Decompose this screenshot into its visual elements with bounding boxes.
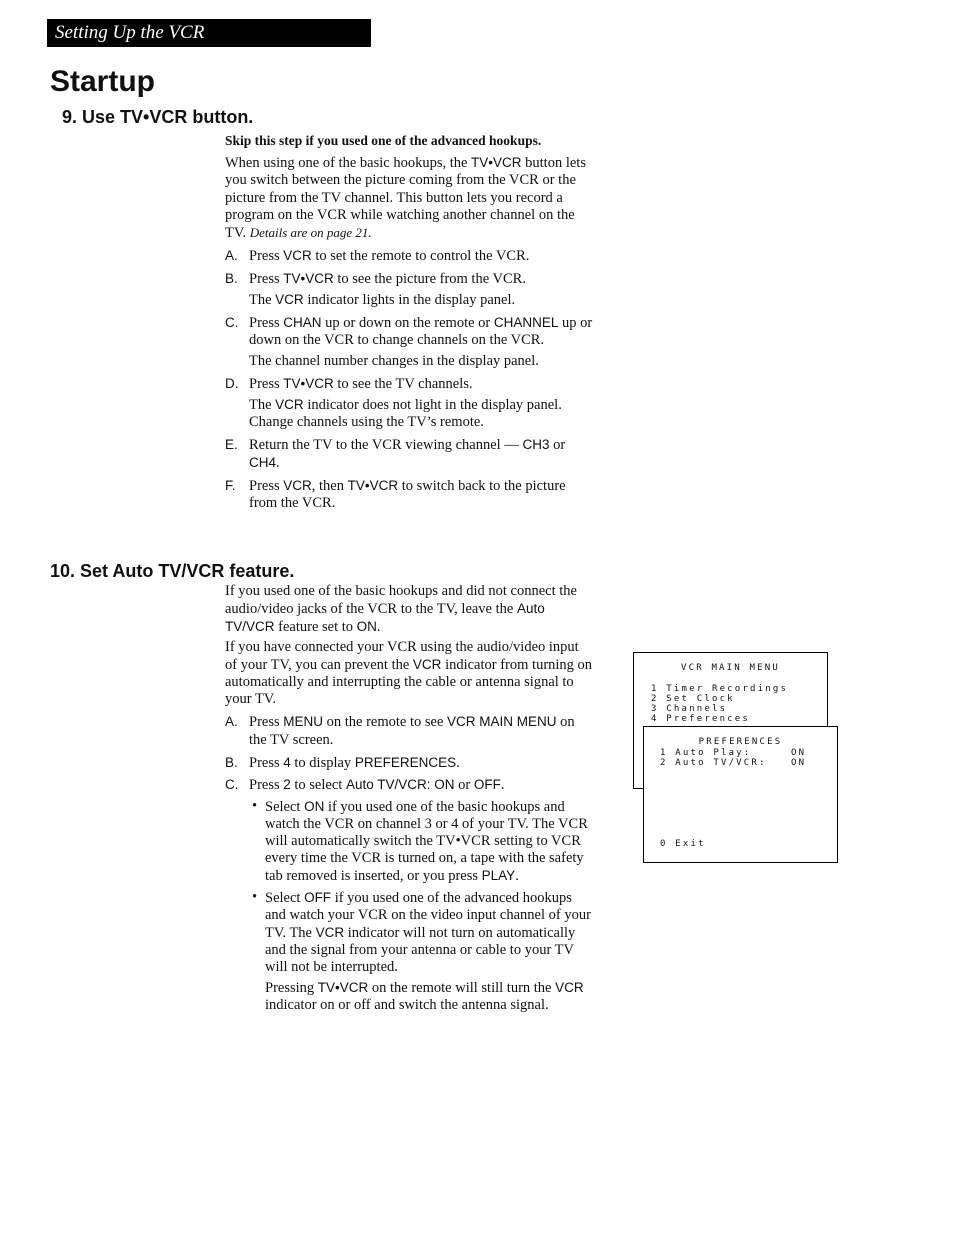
page-title: Startup: [50, 65, 155, 98]
step-9f: F. Press VCR, then TV•VCR to switch back to the picture from the VCR.: [225, 477, 566, 512]
step-10-body: [225, 583, 593, 1019]
option-off-note: Pressing TV•VCR on the remote will still turn the VCR indicator on or off and switch the antenna signal.: [265, 979, 584, 1013]
step-9c: C. Press CHAN up or down on the remote or CHANNEL up or down on the VCR to change channels on the VCR. The channel number changes in the display panel.: [225, 315, 593, 369]
preferences-title: PREFERENCES: [698, 737, 783, 747]
step-9-intro: When using one of the basic hookups, the TV•VCR button lets you switch between the picture coming from the VCR or the picture from the TV channel. This button lets you record a program on the VCR while watching another channel on the TV. Details are on page 21.: [225, 155, 586, 242]
vcr-main-menu-title: VCR MAIN MENU: [680, 663, 781, 673]
step-10b: B. Press 4 to display PREFERENCES.: [225, 754, 460, 771]
page-reference: Details are on page 21.: [249, 225, 372, 241]
step-10-list: [225, 713, 593, 1014]
section-header-bar: [47, 19, 371, 47]
step-10-heading: 10. Set Auto TV/VCR feature.: [50, 561, 295, 581]
step-9d: D. Press TV•VCR to see the TV channels. The VCR indicator does not light in the display panel. Change channels using the TV’s remote.: [225, 375, 593, 432]
step-9c-result: The channel number changes in the display panel.: [249, 352, 539, 369]
option-off: • Select OFF if you used one of the advanced hookups and watch your VCR on the video input channel of your TV. The VCR indicator will not turn on automatically and the signal from your antenna or cable to your TV will not be interrupted. Pressing TV•VCR on the remote will still turn the VCR indicator on or off and switch the antenna signal.: [249, 889, 593, 1014]
main-menu-item-preferences: 4 Preferences: [651, 714, 751, 724]
step-9e: E. Return the TV to the VCR viewing channel — CH3 or CH4.: [225, 436, 566, 471]
step-9a: A. Press VCR to set the remote to control the VCR.: [225, 248, 530, 265]
step-9-list: [225, 247, 593, 512]
step-10-para-2: If you have connected your VCR using the audio/video input of your TV, you can prevent the VCR indicator from turning on automatically and interrupting the cable or antenna signal to your TV.: [225, 638, 593, 708]
section-header-text: Setting Up the VCR: [55, 22, 205, 43]
pref-auto-play-value: ON: [791, 748, 807, 758]
step-9d-result: The VCR indicator does not light in the display panel. Change channels using the TV’s remote.: [249, 396, 562, 430]
preferences-screen: [643, 726, 838, 863]
option-on: • Select ON if you used one of the basic hookups and watch the VCR on channel 3 or 4 of your TV. The VCR will automatically switch the TV•VCR setting to VCR every time the VCR is turned on, a tape with the safety tab removed is inserted, or you press PLAY.: [252, 797, 588, 885]
step-9b: B. Press TV•VCR to see the picture from the VCR. The VCR indicator lights in the display panel.: [225, 270, 593, 309]
step-9-body: [225, 132, 593, 517]
pref-auto-tvvcr-value: ON: [791, 758, 807, 768]
step-10a: A. Press MENU on the remote to see VCR MAIN MENU on the TV screen.: [225, 714, 575, 748]
step-9b-result: The VCR indicator lights in the display panel.: [249, 292, 516, 309]
main-menu-item-set-clock: 2 Set Clock: [651, 694, 735, 704]
step-10c: C. Press 2 to select Auto TV/VCR: ON or OFF. • Select ON if you used one of the basic hookups and watch the VCR on channel 3 or 4 of your TV. The VCR will automatically switch the TV•VCR setting to VCR every time the VCR is turned on, a tape with the safety tab removed is inserted, or you press PLAY. • Select OFF if you used one of the advanced hookups and watch your VCR on the video input channel of your TV. The VCR indicator will not turn on automatically and the signal from your antenna or cable to your TV will not be interrupted. Pressing TV•VCR on the remote will still turn the VCR indicator on or off and switch the antenna signal.: [225, 776, 593, 1014]
step-10c-options: [249, 798, 593, 1014]
main-menu-item-timer-recordings: 1 Timer Recordings: [651, 684, 789, 694]
pref-auto-tvvcr-label: 2 Auto TV/VCR:: [660, 758, 767, 768]
step-9-heading: 9. Use TV•VCR button.: [62, 107, 254, 127]
step-9-note: Skip this step if you used one of the advanced hookups.: [225, 133, 542, 148]
main-menu-item-channels: 3 Channels: [651, 704, 728, 714]
pref-auto-play-label: 1 Auto Play:: [660, 748, 752, 758]
pref-exit-option: 0 Exit: [660, 839, 706, 849]
step-10-para-1: If you used one of the basic hookups and did not connect the audio/video jacks of the VCR to the TV, leave the Auto TV/VCR feature set to ON.: [225, 583, 577, 636]
